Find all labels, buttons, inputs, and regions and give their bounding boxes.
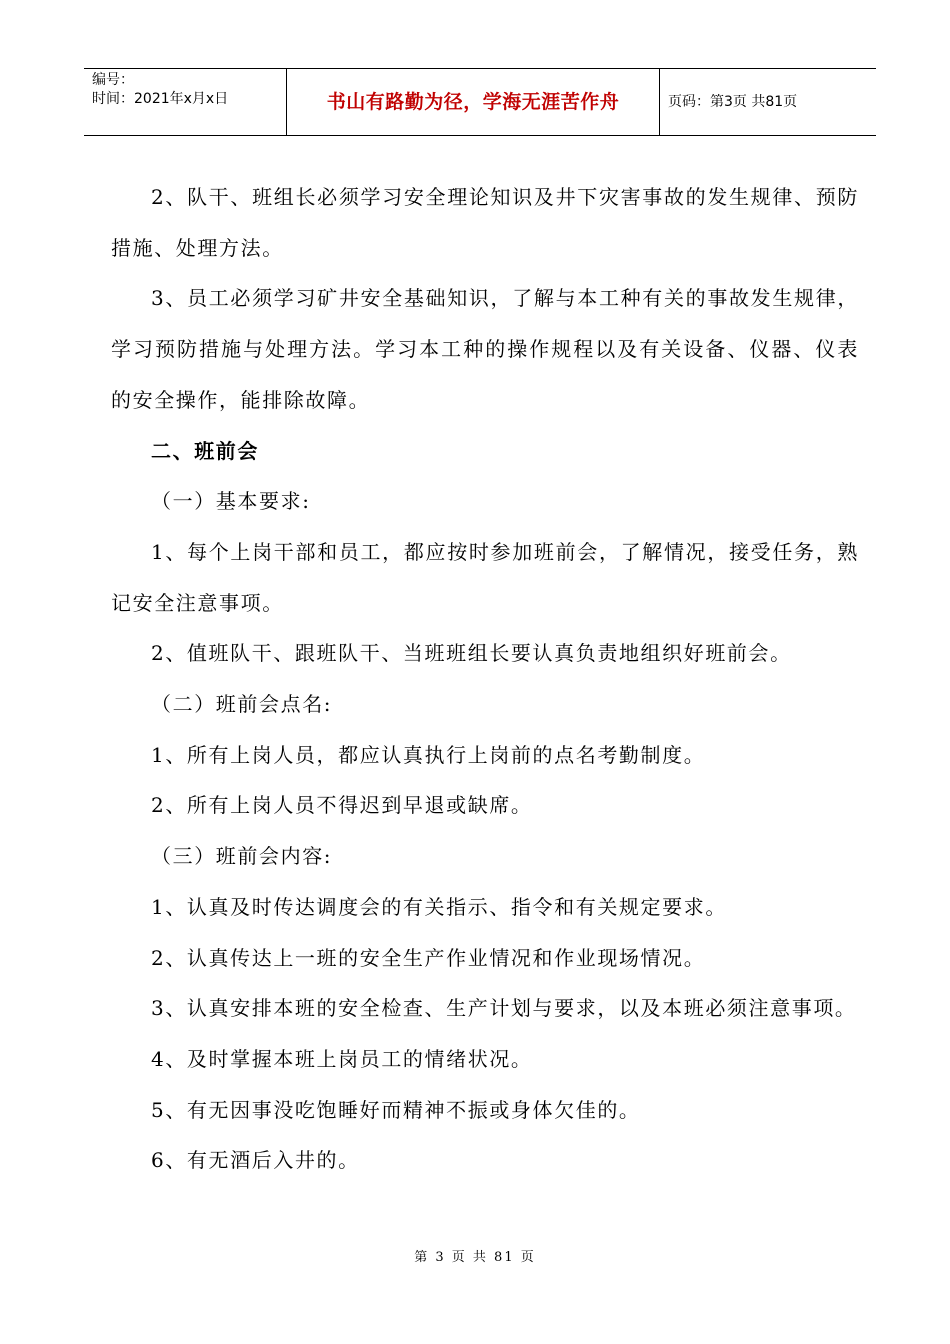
document-number-label: 编号：	[92, 72, 134, 88]
document-time-label: 时间：2021年x月x日	[92, 91, 229, 107]
body-paragraph: 3、员工必须学习矿井安全基础知识，了解与本工种有关的事故发生规律，学习预防措施与处理方法。学习本工种的操作规程以及有关设备、仪器、仪表的安全操作，能排除故障。	[111, 286, 859, 412]
body-paragraph: 2、所有上岗人员不得迟到早退或缺席。	[151, 793, 533, 818]
body-paragraph: 2、认真传达上一班的安全生产作业情况和作业现场情况。	[151, 945, 706, 970]
header-meta	[92, 71, 282, 109]
subsection-heading: （二）班前会点名:	[151, 692, 333, 717]
body-paragraph: 1、认真及时传达调度会的有关指示、指令和有关规定要求。	[151, 894, 727, 919]
page-footer: 第 3 页 共 81 页	[414, 1250, 536, 1265]
document-body	[111, 172, 859, 1186]
body-paragraph: 3、认真安排本班的安全检查、生产计划与要求，以及本班必须注意事项。	[151, 996, 857, 1021]
body-paragraph: 2、值班队干、跟班队干、当班班组长要认真负责地组织好班前会。	[151, 641, 792, 666]
body-paragraph: 2、队干、班组长必须学习安全理论知识及井下灾害事故的发生规律、预防措施、处理方法。	[111, 185, 859, 260]
header-divider	[659, 69, 660, 135]
section-heading: 二、班前会	[151, 438, 259, 463]
body-paragraph: 4、及时掌握本班上岗员工的情绪状况。	[151, 1046, 533, 1071]
header-page-number: 页码：第3页 共81页	[668, 94, 798, 110]
subsection-heading: （一）基本要求:	[151, 489, 311, 514]
header-motto: 书山有路勤为径，学海无涯苦作舟	[326, 91, 620, 113]
body-paragraph: 1、每个上岗干部和员工，都应按时参加班前会，了解情况，接受任务，熟记安全注意事项。	[111, 539, 859, 615]
body-paragraph: 6、有无酒后入井的。	[151, 1148, 360, 1173]
body-paragraph: 1、所有上岗人员，都应认真执行上岗前的点名考勤制度。	[151, 742, 706, 767]
subsection-heading: （三）班前会内容:	[151, 844, 333, 869]
body-paragraph: 5、有无因事没吃饱睡好而精神不振或身体欠佳的。	[151, 1097, 641, 1122]
page-header	[84, 68, 876, 136]
